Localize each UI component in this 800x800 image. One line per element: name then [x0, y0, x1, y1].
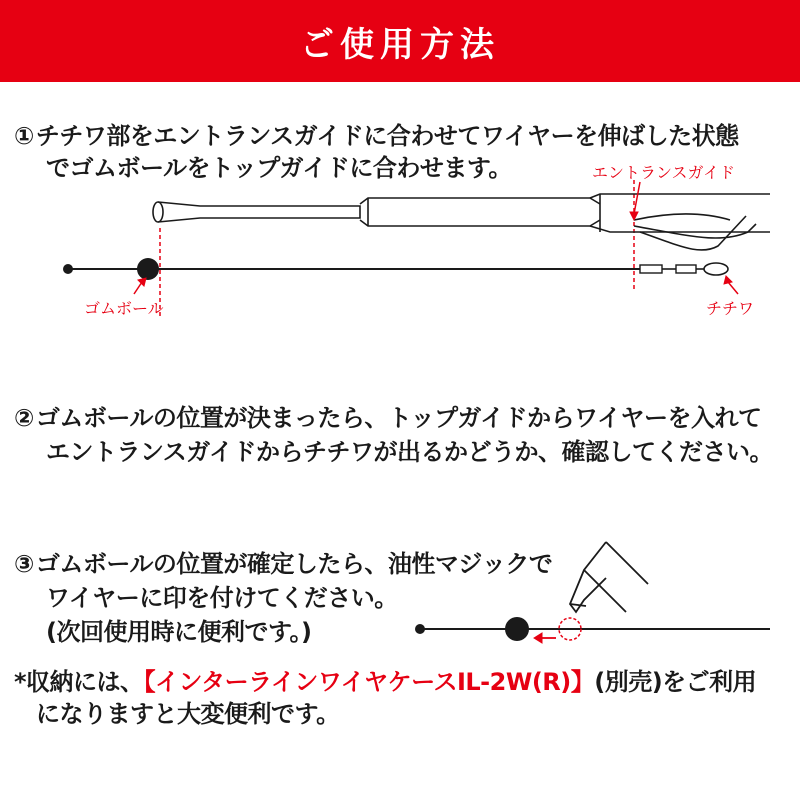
rubber-ball-2: [505, 617, 529, 641]
chichiwa-label: チチワ: [706, 299, 755, 318]
step-1-text-2: でゴムボールをトップガイドに合わせます。: [46, 154, 512, 182]
step-3-text-1: ゴムボールの位置が確定したら、油性マジックで: [35, 550, 553, 578]
page-title: ご使用方法: [0, 0, 800, 82]
entrance-guide-label: エントランスガイド: [592, 163, 736, 182]
mark-arrow: [534, 633, 556, 643]
note-product: 【インターラインワイヤケースIL-2W(R)】: [143, 668, 595, 696]
note-suffix: (別売)をご利用: [594, 668, 757, 696]
marker-pen-icon: [570, 542, 648, 612]
step-2-text-2: エントランスガイドからチチワが出るかどうか、確認してください。: [46, 438, 774, 466]
step-2-number: ②: [14, 404, 34, 432]
wire-2-end-dot: [415, 624, 425, 634]
step-3-text-3: (次回使用時に便利です。): [46, 618, 312, 646]
step-3-text-2: ワイヤーに印を付けてください。: [46, 584, 398, 612]
step-1-number: ①: [14, 122, 34, 150]
note-line-2: になりますと大変便利です。: [36, 700, 340, 728]
step-3-number: ③: [14, 550, 34, 578]
step-2-text-1: ゴムボールの位置が決まったら、トップガイドからワイヤーを入れて: [35, 404, 762, 432]
note-line-1: [14, 662, 756, 697]
rubber-ball-label: ゴムボール: [84, 299, 164, 318]
step-1-text-1: チチワ部をエントランスガイドに合わせてワイヤーを伸ばした状態: [35, 122, 739, 150]
note-prefix: *収納には、: [14, 668, 144, 696]
